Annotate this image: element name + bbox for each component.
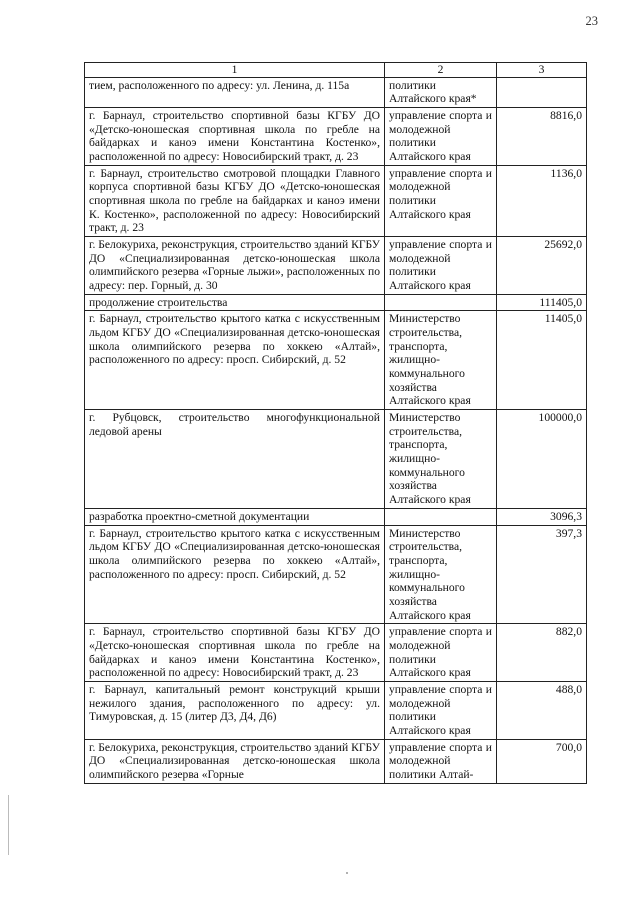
object-name-cell: г. Барнаул, строительство крытого катка с искусственным льдом КГБУ ДО «Специализированная детско-юношеская школа олимпийского резерва по хоккею «Алтай», расположенного по адресу: просп. Сибирский, д. 52 (85, 525, 385, 624)
responsible-org-cell: политики Алтайского края* (385, 77, 497, 107)
responsible-org-cell: управление спорта и молодежной политики Алтайского края (385, 237, 497, 295)
amount-cell: 111405,0 (497, 294, 587, 311)
object-name-cell: г. Барнаул, строительство спортивной базы КГБУ ДО «Детско-юношеская спортивная школа по гребле на байдарках и каноэ имени Константина Костенко», расположенной по адресу: Новосибирский тракт, д. 23 (85, 624, 385, 682)
object-name-cell: тием, расположенного по адресу: ул. Ленина, д. 115а (85, 77, 385, 107)
amount-cell: 25692,0 (497, 237, 587, 295)
budget-table (84, 62, 587, 784)
responsible-org-cell (385, 508, 497, 525)
object-name-cell: г. Белокуриха, реконструкция, строительство зданий КГБУ ДО «Специализированная детско-юношеская школа олимпийского резерва «Горные лыжи», расположенных по адресу: пер. Горный, д. 30 (85, 237, 385, 295)
object-name-cell: г. Рубцовск, строительство многофункциональной ледовой арены (85, 410, 385, 509)
amount-cell: 3096,3 (497, 508, 587, 525)
object-name-cell: г. Белокуриха, реконструкция, строительство зданий КГБУ ДО «Специализированная детско-юношеская школа олимпийского резерва «Горные (85, 739, 385, 783)
column-header-3: 3 (497, 63, 587, 78)
responsible-org-cell: Министерство строительства, транспорта, жилищно-коммунального хозяйства Алтайского края (385, 525, 497, 624)
section-label-cell: разработка проектно-сметной документации (85, 508, 385, 525)
responsible-org-cell: управление спорта и молодежной политики Алтайского края (385, 165, 497, 236)
object-name-cell: г. Барнаул, капитальный ремонт конструкций крыши нежилого здания, расположенного по адресу: ул. Тимуровская, д. 15 (литер Д3, Д4, Д6) (85, 681, 385, 739)
object-name-cell: г. Барнаул, строительство крытого катка с искусственным льдом КГБУ ДО «Специализированная детско-юношеская школа олимпийского резерва по хоккею «Алтай», расположенного по адресу: просп. Сибирский, д. 52 (85, 311, 385, 410)
table-row (85, 108, 587, 166)
amount-cell (497, 77, 587, 107)
table-row (85, 739, 587, 783)
object-name-cell: г. Барнаул, строительство спортивной базы КГБУ ДО «Детско-юношеская спортивная школа по гребле на байдарках и каноэ имени Константина Костенко», расположенной по адресу: Новосибирский тракт, д. 23 (85, 108, 385, 166)
amount-cell: 11405,0 (497, 311, 587, 410)
column-header-1: 1 (85, 63, 385, 78)
table-row (85, 165, 587, 236)
responsible-org-cell (385, 294, 497, 311)
table-body (85, 77, 587, 783)
responsible-org-cell: управление спорта и молодежной политики Алтайского края (385, 681, 497, 739)
table-row (85, 681, 587, 739)
responsible-org-cell: Министерство строительства, транспорта, жилищно-коммунального хозяйства Алтайского края (385, 311, 497, 410)
table-header-row (85, 63, 587, 78)
column-header-2: 2 (385, 63, 497, 78)
amount-cell: 397,3 (497, 525, 587, 624)
responsible-org-cell: Министерство строительства, транспорта, жилищно-коммунального хозяйства Алтайского края (385, 410, 497, 509)
table-row (85, 311, 587, 410)
responsible-org-cell: управление спорта и молодежной политики Алтайского края (385, 624, 497, 682)
table-row (85, 624, 587, 682)
table-section-row (85, 294, 587, 311)
responsible-org-cell: управление спорта и молодежной политики Алтай- (385, 739, 497, 783)
object-name-cell: г. Барнаул, строительство смотровой площадки Главного корпуса спортивной базы КГБУ ДО «Детско-юношеская спортивная школа по гребле на байдарках и каноэ имени К. Костенко», расположенной по адресу: Новосибирский тракт, д. 23 (85, 165, 385, 236)
table-row (85, 77, 587, 107)
table-row (85, 237, 587, 295)
amount-cell: 700,0 (497, 739, 587, 783)
page-number: 23 (585, 14, 598, 28)
amount-cell: 882,0 (497, 624, 587, 682)
amount-cell: 8816,0 (497, 108, 587, 166)
table-row (85, 410, 587, 509)
amount-cell: 488,0 (497, 681, 587, 739)
scan-dot-mark (346, 872, 348, 874)
amount-cell: 100000,0 (497, 410, 587, 509)
section-label-cell: продолжение строительства (85, 294, 385, 311)
responsible-org-cell: управление спорта и молодежной политики Алтайского края (385, 108, 497, 166)
scan-margin-mark (8, 795, 9, 855)
amount-cell: 1136,0 (497, 165, 587, 236)
table-row (85, 525, 587, 624)
table-section-row (85, 508, 587, 525)
